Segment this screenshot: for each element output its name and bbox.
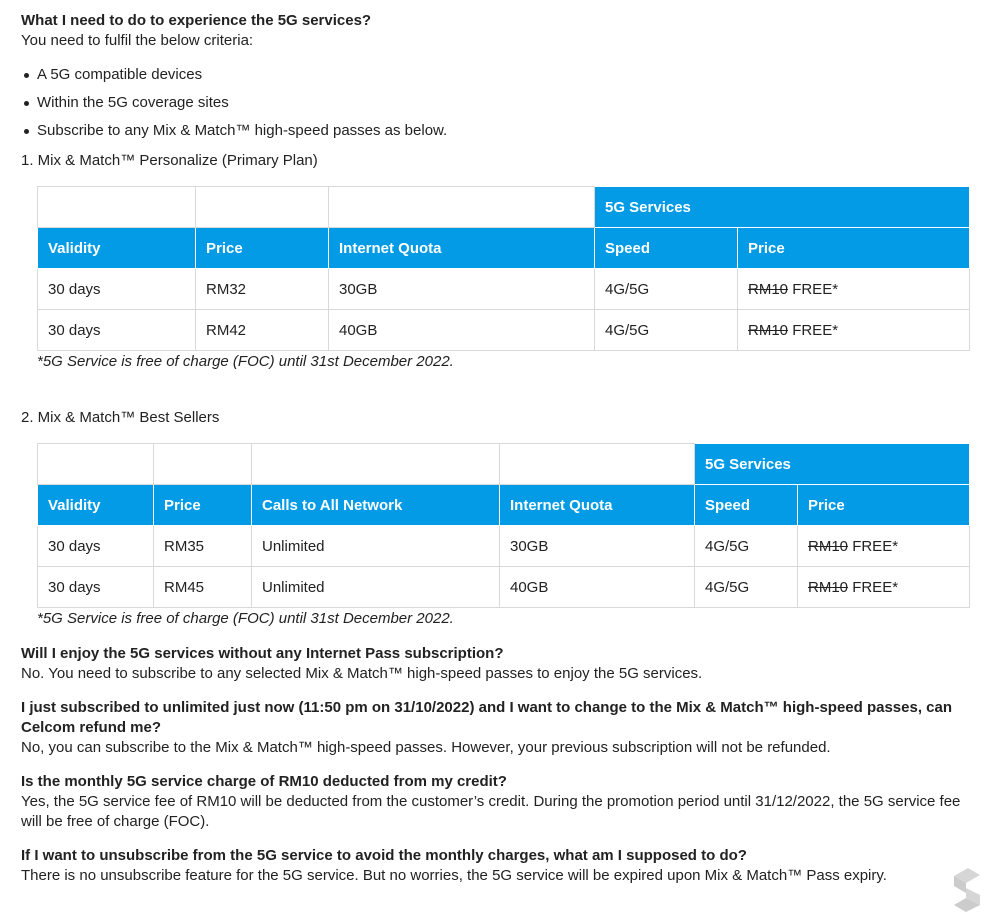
question-heading: If I want to unsubscribe from the 5G service to avoid the monthly charges, what am I supposed to do?	[21, 847, 747, 864]
column-header: Price	[738, 228, 970, 269]
plan-title-best-sellers: 2. Mix & Match™ Best Sellers	[21, 409, 220, 426]
answer-text: No. You need to subscribe to any selected Mix & Match™ high-speed passes to enjoy the 5G services.	[21, 665, 703, 682]
table-cell	[500, 444, 695, 485]
criteria-list	[21, 61, 971, 145]
list-item: Within the 5G coverage sites	[37, 89, 971, 117]
table-cell	[196, 187, 329, 228]
table-row	[38, 444, 970, 485]
answer-text: No, you can subscribe to the Mix & Match™ high-speed passes. However, your previous subscription will not be refunded.	[21, 739, 831, 756]
list-item: Subscribe to any Mix & Match™ high-speed passes as below.	[37, 117, 971, 145]
table-cell: 30GB	[500, 526, 695, 567]
answer-text: Yes, the 5G service fee of RM10 will be deducted from the customer’s credit. During the promotion period until 31/12/2022, the 5G service fee will be free of charge (FOC).	[21, 793, 961, 830]
old-price: RM10	[748, 321, 789, 339]
table-cell	[329, 187, 595, 228]
table-cell: RM32	[196, 269, 329, 310]
table-cell	[38, 444, 154, 485]
group-header-5g-services: 5G Services	[695, 444, 970, 485]
new-price: FREE*	[852, 537, 899, 555]
table-cell: RM35	[154, 526, 252, 567]
column-header: Price	[196, 228, 329, 269]
footnote: *5G Service is free of charge (FOC) until 31st December 2022.	[37, 353, 454, 370]
column-header: Price	[798, 485, 970, 526]
new-price: FREE*	[792, 321, 839, 339]
table-cell: Unlimited	[252, 567, 500, 608]
table-cell	[738, 269, 970, 310]
old-price: RM10	[808, 537, 849, 555]
table-cell	[154, 444, 252, 485]
table-cell: 4G/5G	[595, 310, 738, 351]
old-price: RM10	[808, 578, 849, 596]
table-cell: 30 days	[38, 567, 154, 608]
new-price: FREE*	[852, 578, 899, 596]
list-item: A 5G compatible devices	[37, 61, 971, 89]
table-row	[38, 310, 970, 351]
table-header-row	[38, 228, 970, 269]
table-cell: 4G/5G	[695, 526, 798, 567]
faq-item	[21, 644, 971, 684]
table-cell: 4G/5G	[595, 269, 738, 310]
column-header: Validity	[38, 228, 196, 269]
column-header: Speed	[695, 485, 798, 526]
table-cell	[798, 567, 970, 608]
plan-title-personalize: 1. Mix & Match™ Personalize (Primary Plan)	[21, 152, 318, 169]
faq-item	[21, 698, 971, 758]
question-heading: What I need to do to experience the 5G services?	[21, 12, 372, 29]
question-heading: I just subscribed to unlimited just now (11:50 pm on 31/10/2022) and I want to change to the Mix & Match™ high-speed passes, can Celcom refund me?	[21, 699, 953, 736]
table-cell	[38, 187, 196, 228]
table-header-row	[38, 485, 970, 526]
table-cell: 40GB	[500, 567, 695, 608]
table-row	[38, 567, 970, 608]
table-cell: RM45	[154, 567, 252, 608]
column-header: Internet Quota	[329, 228, 595, 269]
personalize-plan-table	[37, 186, 970, 351]
column-header: Speed	[595, 228, 738, 269]
table-row	[38, 269, 970, 310]
table-cell	[738, 310, 970, 351]
article-content	[21, 11, 971, 886]
column-header: Internet Quota	[500, 485, 695, 526]
table-cell: 4G/5G	[695, 567, 798, 608]
column-header: Calls to All Network	[252, 485, 500, 526]
new-price: FREE*	[792, 280, 839, 298]
table-cell: 30 days	[38, 269, 196, 310]
table-cell: 30GB	[329, 269, 595, 310]
watermark-logo-icon	[950, 866, 984, 914]
faq-item	[21, 772, 971, 832]
table-cell	[798, 526, 970, 567]
table-cell	[252, 444, 500, 485]
table-cell: 30 days	[38, 526, 154, 567]
question-heading: Will I enjoy the 5G services without any Internet Pass subscription?	[21, 645, 504, 662]
table-cell: 40GB	[329, 310, 595, 351]
best-sellers-table	[37, 443, 970, 608]
table-cell: RM42	[196, 310, 329, 351]
footnote: *5G Service is free of charge (FOC) until 31st December 2022.	[37, 610, 454, 627]
column-header: Price	[154, 485, 252, 526]
faq-item	[21, 846, 971, 886]
question-heading: Is the monthly 5G service charge of RM10 deducted from my credit?	[21, 773, 507, 790]
table-cell: Unlimited	[252, 526, 500, 567]
table-row	[38, 526, 970, 567]
answer-text: There is no unsubscribe feature for the 5G service. But no worries, the 5G service will be expired upon Mix & Match™ Pass expiry.	[21, 867, 887, 884]
table-row	[38, 187, 970, 228]
column-header: Validity	[38, 485, 154, 526]
answer-text: You need to fulfil the below criteria:	[21, 32, 254, 49]
group-header-5g-services: 5G Services	[595, 187, 970, 228]
old-price: RM10	[748, 280, 789, 298]
table-cell: 30 days	[38, 310, 196, 351]
